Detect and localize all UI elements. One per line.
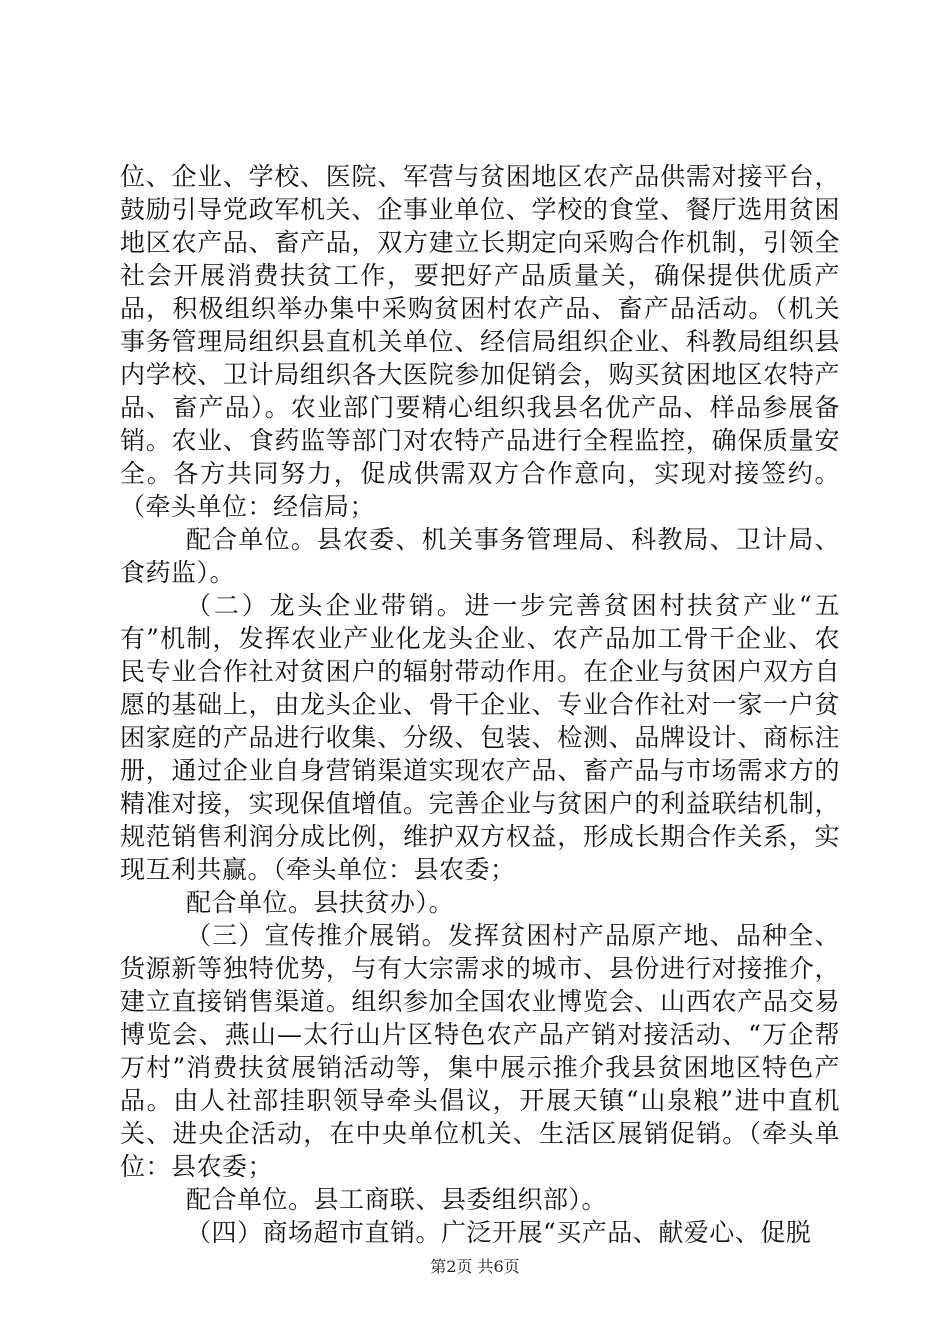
paragraph-3: （二）龙头企业带销。进一步完善贫困村扶贫产业“五有”机制，发挥农业产业化龙头企业、农产品加工骨干企业、农民专业合作社对贫困户的辐射带动作用。在企业与贫困户双方自愿的基础上，由龙头企业、骨干企业、专业合作社对一家一户贫困家庭的产品进行收集、分级、包装、检测、品牌设计、商标注册，通过企业自身营销渠道实现农产品、畜产品与市场需求方的精准对接，实现保值增值。完善企业与贫困户的利益联结机制，规范销售利润分成比例，维护双方权益，形成长期合作关系，实现互利共赢。（牵头单位：县农委； bbox=[120, 591, 840, 884]
paragraph-4: 配合单位。县扶贫办）。 bbox=[186, 888, 455, 917]
page-footer: 第2页 共6页 bbox=[430, 1257, 520, 1276]
paragraph-2: 配合单位。县农委、机关事务管理局、科教局、卫计局、食药监）。 bbox=[120, 525, 840, 587]
paragraph-1: 位、企业、学校、医院、军营与贫困地区农产品供需对接平台，鼓励引导党政军机关、企事业单位、学校的食堂、餐厅选用贫困地区农产品、畜产品，双方建立长期定向采购合作机制，引领全社会开展消费扶贫工作，要把好产品质量关，确保提供优质产品，积极组织举办集中采购贫困村农产品、畜产品活动。（机关事务管理局组织县直机关单位、经信局组织企业、科教局组织县内学校、卫计局组织各大医院参加促销会，购买贫困地区农特产品、畜产品）。农业部门要精心组织我县名优产品、样品参展备销。农业、食药监等部门对农特产品进行全程监控，确保质量安全。各方共同努力，促成供需双方合作意向，实现对接签约。（牵头单位：经信局； bbox=[120, 162, 840, 521]
paragraph-6: 配合单位。县工商联、县委组织部）。 bbox=[186, 1185, 608, 1214]
body-text bbox=[120, 160, 840, 1249]
paragraph-7: （四）商场超市直销。广泛开展“买产品、献爱心、促脱 bbox=[186, 1218, 812, 1247]
paragraph-5: （三）宣传推介展销。发挥贫困村产品原产地、品种全、货源新等独特优势，与有大宗需求的城市、县份进行对接推介，建立直接销售渠道。组织参加全国农业博览会、山西农产品交易博览会、燕山—太行山片区特色农产品产销对接活动、“万企帮万村”消费扶贫展销活动等，集中展示推介我县贫困地区特色产品。由人社部挂职领导牵头倡议，开展天镇“山泉粮”进中直机关、进央企活动，在中央单位机关、生活区展销促销。（牵头单位：县农委； bbox=[120, 921, 840, 1181]
